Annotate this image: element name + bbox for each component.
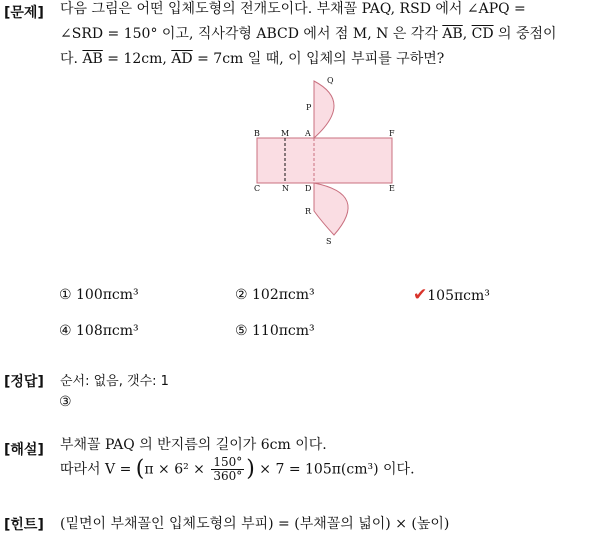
explanation-post: × 7 = 105π(cm³) 이다. [254, 461, 415, 478]
hint-tag: [힌트] [4, 517, 44, 533]
problem-line-3 [60, 47, 444, 72]
choice-5[interactable]: ⑤ 110πcm³ [235, 323, 315, 339]
fraction-numerator: 150° [213, 455, 243, 469]
answer-line-2: ③ [59, 394, 72, 410]
paren-open: ( [135, 456, 145, 482]
label-r: R [305, 207, 312, 216]
label-q: Q [327, 76, 334, 85]
explanation-line-2 [60, 456, 415, 483]
choice-4[interactable]: ④ 108πcm³ [59, 323, 139, 339]
label-b: B [254, 129, 260, 138]
label-n: N [282, 184, 289, 193]
problem-line-1: 다음 그림은 어떤 입체도형의 전개도이다. 부채꼴 PAQ, RSD 에서 ∠APQ = [60, 1, 526, 17]
problem-line-2b: , [462, 26, 472, 42]
problem-tag: [문제] [4, 5, 44, 21]
net-figure [250, 72, 410, 248]
explanation-line-1: 부채꼴 PAQ 의 반지름의 길이가 6cm 이다. [60, 437, 327, 453]
label-m: M [281, 129, 290, 138]
paren-close: ) [246, 456, 255, 482]
hint-text: (밑면이 부채꼴인 입체도형의 부피) = (부채꼴의 넓이) × (높이) [60, 516, 450, 532]
problem-line-3c: = 7cm 일 때, 이 입체의 부피를 구하면? [192, 51, 445, 67]
fraction [211, 456, 244, 483]
choice-2[interactable]: ② 102πcm³ [235, 287, 315, 303]
segment-ad: $\overline{AD}$ [171, 51, 193, 67]
problem-line-3b: = 12cm, [102, 51, 172, 67]
label-c: C [254, 184, 261, 193]
answer-line-1: 순서: 없음, 갯수: 1 [60, 374, 169, 389]
label-a: A [305, 129, 311, 138]
explanation-pre: 따라서 V = [60, 461, 136, 478]
sector-rsd [314, 183, 348, 235]
problem-line-2 [60, 22, 557, 47]
label-f: F [389, 129, 395, 138]
label-d: D [305, 184, 312, 193]
fraction-denominator: 360° [213, 469, 243, 483]
segment-cd: $\overline{CD}$ [471, 26, 494, 42]
problem-line-2c: 의 중점이 [493, 26, 557, 42]
segment-ab-2: $\overline{AB}$ [82, 51, 103, 67]
explanation-tag: [해설] [4, 442, 44, 458]
explanation-mid: π × 6² × [144, 461, 210, 478]
segment-ab: $\overline{AB}$ [442, 26, 463, 42]
choice-3[interactable] [413, 285, 490, 305]
answer-tag: [정답] [4, 374, 44, 390]
rectangle-bfec [257, 138, 392, 183]
problem-line-3a: 다. [60, 51, 83, 67]
problem-line-2a: ∠SRD = 150° 이고, 직사각형 ABCD 에서 점 M, N 은 각각 [60, 26, 443, 42]
label-p: P [306, 103, 312, 112]
label-e: E [389, 184, 395, 193]
check-icon: ✔ [413, 285, 428, 305]
label-s: S [326, 237, 332, 246]
choice-3-label: 105πcm³ [427, 288, 490, 304]
choice-1[interactable]: ① 100πcm³ [59, 287, 139, 303]
sector-paq [314, 81, 334, 138]
